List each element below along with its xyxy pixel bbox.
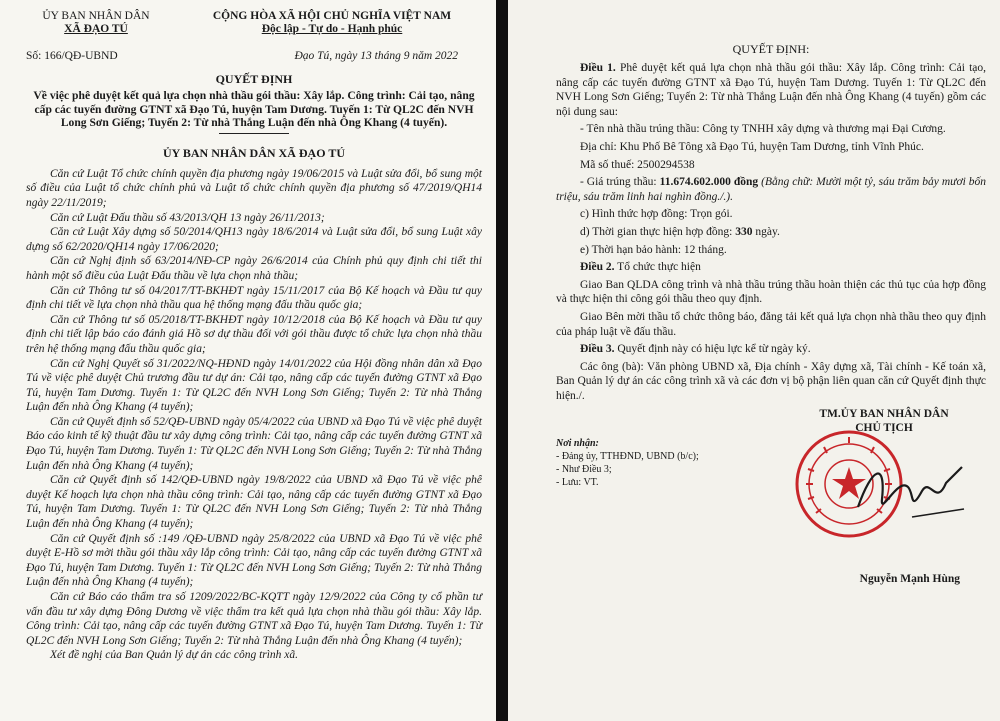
legal-basis-paragraph: Căn cứ Thông tư số 04/2017/TT-BKHĐT ngày 15/11/2017 của Bộ Kế hoạch và Đầu tư quy định chi tiết về lựa chọn nhà thầu qua hệ thống mạng đấu thầu quốc gia; <box>26 284 482 312</box>
legal-basis-paragraph: Căn cứ Luật Đấu thầu số 43/2013/QH 13 ngày 26/11/2013; <box>50 211 325 224</box>
left-page <box>0 0 496 721</box>
duration-suffix: ngày. <box>752 225 780 238</box>
tax-code: Mã số thuế: 2500294538 <box>580 158 695 171</box>
contract-duration <box>556 225 986 240</box>
contract-type: c) Hình thức hợp đồng: Trọn gói. <box>580 208 733 221</box>
legal-basis-paragraph: Căn cứ Thông tư số 05/2018/TT-BKHĐT ngày 10/12/2018 của Bộ Kế hoạch và Đầu tư quy định chi tiết lập báo cáo đánh giá Hồ sơ dự thầu đối với gói thầu được tổ chức lựa chọn nhà thầu trên hệ thống mạng đấu thầu quốc gia; <box>26 313 482 355</box>
price-in-words: (Bằng chữ: Mười một tỷ, sáu trăm bảy mươi bốn triệu, sáu trăm linh hai nghìn đồng./.). <box>556 176 987 203</box>
warranty-period: e) Thời hạn bảo hành: 12 tháng. <box>580 243 727 256</box>
subject-divider <box>219 133 289 134</box>
price-value: 11.674.602.000 đồng <box>659 176 759 189</box>
legal-basis-paragraph: Căn cứ Quyết định số 142/QĐ-UBND ngày 19/8/2022 của UBND xã Đạo Tú về việc phê duyệt Kế hoạch lựa chọn nhà thầu công trình: Cải tạo, nâng cấp các tuyến đường GTNT xã Đạo Tú, huyện Tam Dương. Tuyến 1: Từ QL2C đến NVH Long Sơn Giếng; Tuyến 2: Từ nhà Thắng Luận đến nhà Ông Khang (4 tuyến); <box>26 474 482 531</box>
signer-name: Nguyễn Mạnh Hùng <box>859 573 960 586</box>
article-2-paragraph-2: Giao Bên mời thầu tổ chức thông báo, đăng tải kết quả lựa chọn nhà thầu theo quy định của pháp luật về đấu thầu. <box>556 310 986 338</box>
article-1-label: Điều 1. <box>580 62 616 74</box>
duration-value: 330 <box>735 225 753 238</box>
issuer-line1: ỦY BAN NHÂN DÂN <box>42 10 150 22</box>
agency-name: ỦY BAN NHÂN DÂN XÃ ĐẠO TÚ <box>162 145 345 160</box>
article-2-label: Điều 2. <box>580 261 615 274</box>
issuer-block <box>26 10 166 36</box>
legal-basis-paragraph: Căn cứ Quyết định số 52/QĐ-UBND ngày 05/4/2022 của UBND xã Đạo Tú về việc phê duyệt Báo cáo kinh tế kỹ thuật đầu tư xây dựng công trình: Cải tạo, nâng cấp các tuyến đường GTNT xã Đạo Tú, huyện Tam Dương. Tuyến 1: Từ QL2C đến NVH Long Sơn Giếng; Tuyến 2: Từ nhà Thắng Luận đến nhà Ông Khang (4 tuyến); <box>26 415 482 472</box>
issuer-line2: XÃ ĐẠO TÚ <box>64 23 128 35</box>
handwritten-signature-icon <box>852 447 972 537</box>
article-3 <box>556 342 986 357</box>
contractor-address: Địa chỉ: Khu Phố Bê Tông xã Đạo Tú, huyện Tam Dương, tỉnh Vĩnh Phúc. <box>580 140 924 153</box>
article-3-label: Điều 3. <box>580 343 615 356</box>
legal-basis-paragraph: Căn cứ Luật Tổ chức chính quyền địa phương ngày 19/06/2015 và Luật sửa đổi, bổ sung một số điều của Luật tổ chức chính phủ và Luật tổ chức chính quyền địa phương số 47/2019/QH14 ngày 22/11/2019; <box>26 167 482 209</box>
article-2-paragraph-1: Giao Ban QLDA công trình và nhà thầu trúng thầu hoàn thiện các thủ tục của hợp đồng và thực hiện thi công gói thầu theo quy định. <box>556 278 986 306</box>
recipient-item: - Lưu: VT. <box>556 477 599 489</box>
signature-area <box>556 407 986 597</box>
legal-basis-paragraph: Xét đề nghị của Ban Quản lý dự án các công trình xã. <box>50 649 299 662</box>
winning-price <box>556 175 986 204</box>
signatory-line2: CHỦ TỊCH <box>855 422 913 435</box>
legal-basis-paragraph: Căn cứ Quyết định số :149 /QĐ-UBND ngày 25/8/2022 của UBND xã Đạo Tú về việc phê duyệt E-Hồ sơ mời thầu gói thầu xây lắp công trình: Cải tạo, nâng cấp các tuyến đường GTNT xã Đạo Tú, huyện Tam Dương. Tuyến 1: Từ QL2C đến NVH Long Sơn Giếng; Tuyến 2: Từ nhà Thắng Luận đến nhà Ông Khang (4 tuyến); <box>26 532 482 589</box>
signatory-line1: TM.ỦY BAN NHÂN DÂN <box>819 408 949 421</box>
national-motto <box>182 10 482 36</box>
article-3-text: Quyết định này có hiệu lực kể từ ngày ký. <box>617 343 811 356</box>
recipient-item: - Đảng ủy, TTHĐND, UBND (b/c); <box>556 451 699 463</box>
document-date: Đạo Tú, ngày 13 tháng 9 năm 2022 <box>294 50 458 62</box>
legal-basis-paragraph: Căn cứ Báo cáo thẩm tra số 1209/2022/BC-KQTT ngày 12/9/2022 của Công ty cổ phần tư vấn đầu tư xây dựng Đông Dương về việc thẩm tra kết quả lựa chọn nhà thầu gói thầu: Xây lắp. Công trình: Cải tạo, nâng cấp các tuyến đường GTNT xã Đạo Tú, huyện Tam Dương. Tuyến 1: Từ QL2C đến NVH Long Sơn Giếng; Tuyến 2: Từ nhà Thắng Luận đến nhà Ông Khang (4 tuyến); <box>26 591 482 647</box>
document-number: Số: 166/QĐ-UBND <box>26 50 118 62</box>
article-3-paragraph-1: Các ông (bà): Văn phòng UBND xã, Địa chính - Xây dựng xã, Tài chính - Kế toán xã, Ban Quản lý dự án các công trình xã và các đơn vị bộ phận liên quan căn cứ Quyết định thực hiện./. <box>556 360 986 402</box>
right-page <box>508 0 1000 721</box>
document-title: QUYẾT ĐỊNH <box>215 72 293 86</box>
decision-heading: QUYẾT ĐỊNH: <box>732 42 810 56</box>
article-2 <box>556 260 986 275</box>
contractor-name: - Tên nhà thầu trúng thầu: Công ty TNHH xây dựng và thương mại Đại Cương. <box>580 123 946 136</box>
document-header <box>26 10 482 36</box>
legal-basis-paragraph: Căn cứ Luật Xây dựng số 50/2014/QH13 ngày 18/6/2014 và Luật sửa đổi, bổ sung Luật xây dựng số 62/2020/QH14 ngày 17/06/2020; <box>26 226 482 253</box>
duration-prefix: d) Thời gian thực hiện hợp đồng: <box>580 225 736 238</box>
document-subject <box>26 89 482 134</box>
price-prefix: - Giá trúng thầu: <box>580 176 660 189</box>
motto: Độc lập - Tự do - Hạnh phúc <box>261 23 403 35</box>
number-date-row <box>26 50 482 62</box>
recipients-block <box>556 437 699 489</box>
country-name: CỘNG HÒA XÃ HỘI CHỦ NGHĨA VIỆT NAM <box>212 10 452 22</box>
subject-text: Về việc phê duyệt kết quả lựa chọn nhà thầu gói thầu: Xây lắp. Công trình: Cải tạo, nâng cấp các tuyến đường GTNT xã Đạo Tú, huyện Tam Dương. Tuyến 1: Từ QL2C đến NVH Long Sơn Giếng; Tuyến 2: Từ nhà Thắng Luận đến nhà Ông Khang (4 tuyến). <box>33 89 475 130</box>
legal-basis-list <box>26 167 482 663</box>
article-1-text: Phê duyệt kết quả lựa chọn nhà thầu gói thầu: Xây lắp. Công trình: Cải tạo, nâng cấp các tuyến đường GTNT xã Đạo Tú, huyện Tam Dương. Tuyến 1: Từ QL2C đến NVH Long Sơn Giếng; Tuyến 2: Từ nhà Thắng Luận đến nhà Ông Khang (4 tuyến) gồm các nội dung sau: <box>556 62 987 118</box>
article-2-text: Tổ chức thực hiện <box>617 261 701 274</box>
page-gap <box>496 0 508 721</box>
recipients-title: Nơi nhận: <box>556 438 599 450</box>
legal-basis-paragraph: Căn cứ Nghị định số 63/2014/NĐ-CP ngày 26/6/2014 của Chính phủ quy định chi tiết thi hành một số điều của Luật Đấu thầu về lựa chọn nhà thầu; <box>26 255 482 282</box>
recipient-item: - Như Điều 3; <box>556 464 612 476</box>
article-1 <box>556 61 986 119</box>
legal-basis-paragraph: Căn cứ Nghị Quyết số 31/2022/NQ-HĐND ngày 14/01/2022 của Hội đồng nhân dân xã Đạo Tú về việc phê duyệt Chủ trương đầu tư dự án: Cải tạo, nâng cấp các tuyến đường GTNT xã Đạo Tú, huyện Tam Dương. Tuyến 1: Từ QL2C đến NVH Long Sơn Giếng; Tuyến 2: Từ nhà Thắng Luận đến nhà Ông Khang (4 tuyến); <box>26 357 482 414</box>
